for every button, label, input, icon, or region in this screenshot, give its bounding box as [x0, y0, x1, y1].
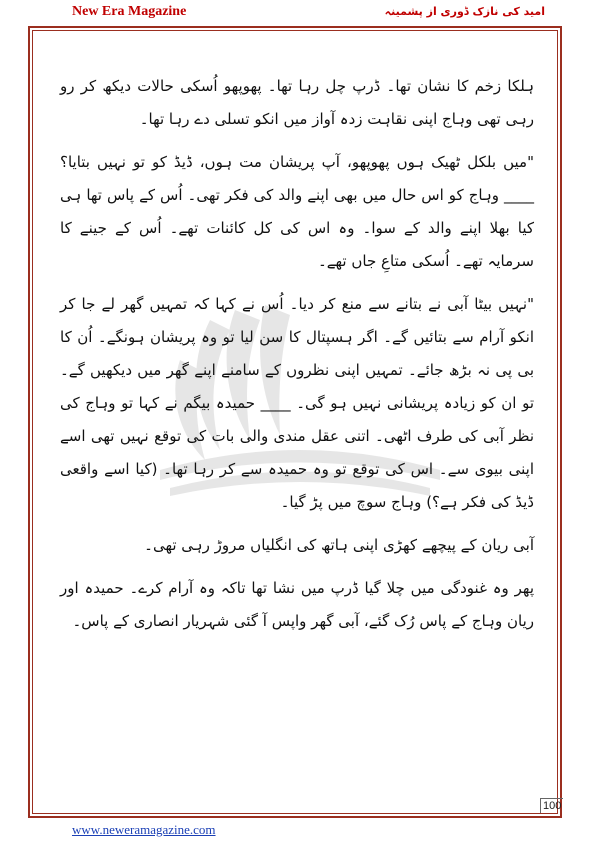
paragraph: "نہیں بیٹا آبی نے بتانے سے منع کر دیا۔ اُس نے کہا کہ تمہیں گھر لے جا کر انکو آرام سے بتائیں گے۔ اگر ہسپتال کا سن لیا تو وہ پریشان ہونگے۔ اُن کا بی پی نہ بڑھ جائے۔ تمہیں اپنی نظروں کے سامنے اپنے گھر میں دیکھیں گے۔ تو ان کو زیادہ پریشانی نہیں ہو گی۔ ____ حمیدہ بیگم نے کہا تو وہاج کی نظر آبی کی طرف اٹھی۔ اتنی عقل مندی والی بات کی توقع نہیں تھی اسے اپنی بیوی سے۔ اس کی توقع تو وہ حمیدہ سے کر رہا تھا۔ (کیا اسے واقعی ڈیڈ کی فکر ہے؟) وہاج سوچ میں پڑ گیا۔	[60, 295, 534, 511]
page-number: 100	[540, 798, 563, 813]
article-body	[60, 70, 534, 648]
paragraph: آبی ریان کے پیچھے کھڑی اپنی ہاتھ کی انگلیاں مروڑ رہی تھی۔	[144, 536, 534, 554]
paragraph: پھر وہ غنودگی میں چلا گیا ڈرپ میں نشا تھا تاکہ وہ آرام کرے۔ حمیدہ اور ریان وہاج کے پاس رُک گئے، آبی گھر واپس آ گئی شہریار انصاری کے پاس۔	[60, 579, 534, 630]
paragraph: ہلکا زخم کا نشان تھا۔ ڈرپ چل رہا تھا۔ پھوپھو اُسکی حالات دیکھ کر رو رہی تھی وہاج اپنی نقاہت زدہ آواز میں انکو تسلی دے رہا تھا۔	[60, 77, 534, 128]
magazine-name: New Era Magazine	[72, 4, 187, 19]
paragraph: "میں بلکل ٹھیک ہوں پھوپھو، آپ پریشان مت ہوں، ڈیڈ کو تو نہیں بتایا؟ ____ وہاج کو اس حال میں بھی اپنے والد کی فکر تھی۔ اُس کے پاس تھا ہی کیا بھلا اپنے والد کے سوا۔ وہ اس کی کل کائنات تھے۔ اُس کے جینے کا سرمایہ تھے۔ اُسکی متاعِ جاں تھے۔	[60, 153, 534, 270]
footer-website-link[interactable]: www.neweramagazine.com	[72, 822, 216, 837]
story-title: امید کی نازک ڈوری از پشمینہ	[384, 5, 545, 18]
